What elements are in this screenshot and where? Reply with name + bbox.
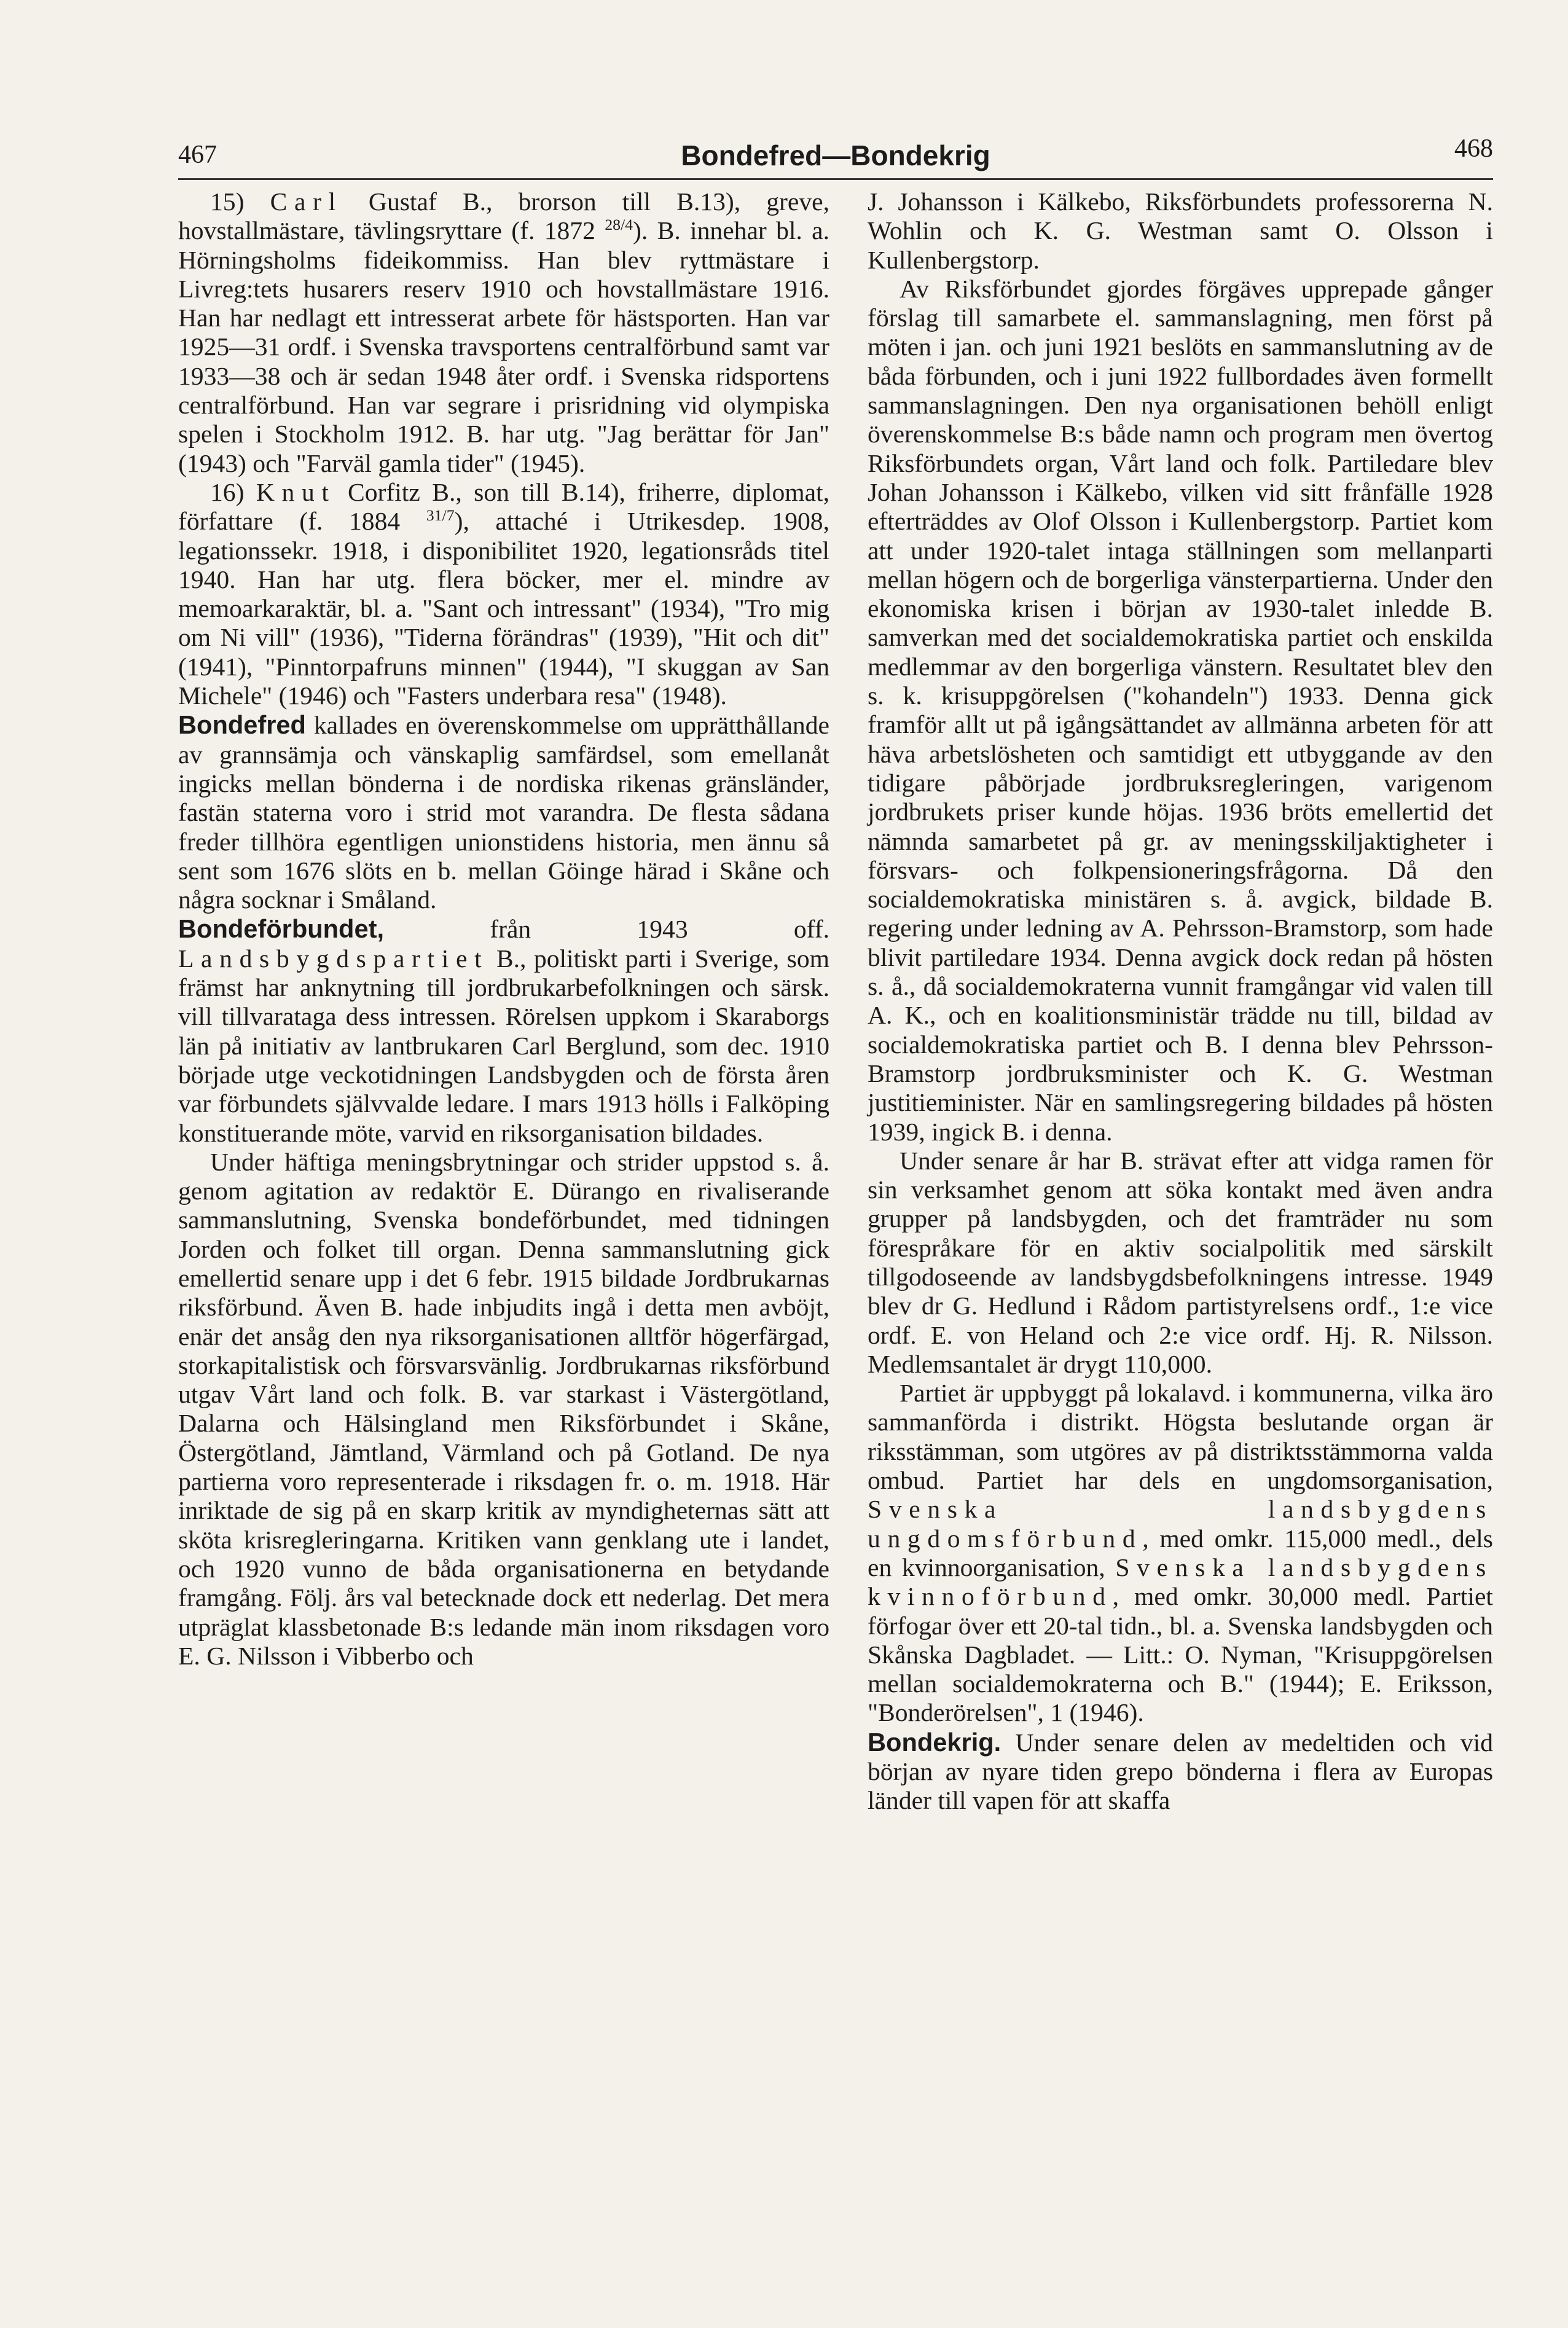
headword-bondeforbundet: Bondeförbundet, (178, 914, 385, 944)
entry-bondeforbundet (178, 914, 829, 1147)
entry-text: B., politiskt parti i Sverige, som främst har anknytning till jordbrukarbefolkningen och särsk. vill tillvarataga dess intressen. Rörelsen uppkom i Skaraborgs län på initiativ av lantbrukaren Carl Berglund, som dec. 1910 började utge veckotidningen Landsbygden och de första åren var förbundets självvalde ledare. I mars 1913 hölls i Falköping konstituerande möte, varvid en riksorganisation bildades. (178, 944, 829, 1147)
entry-carl (178, 187, 829, 478)
entry-bondefred (178, 710, 829, 914)
right-column (868, 187, 1493, 1816)
entry-text: , med omkr. 115,000 medl., dels en kvinnoorganisation, (868, 1524, 1493, 1581)
entry-name: Carl (270, 187, 343, 216)
spaced-name: Svenska landsbygdens ungdomsförbund (868, 1495, 1493, 1553)
headword-bondekrig: Bondekrig. (868, 1727, 1002, 1757)
spaced-name: Landsbygdspartiet (178, 944, 489, 973)
entry-text: kallades en överenskommelse om upprätthållande av grannsämja och vänskaplig samfärdsel, som emellanåt ingicks mellan bönderna i de nordiska rikenas gränsländer, fastän staterna voro i strid mot varandra. De flesta sådana freder tillhöra egentligen unionstidens historia, men ännu så sent som 1676 slöts en b. mellan Göinge härad i Skåne och några socknar i Småland. (178, 711, 829, 914)
entry-name: Knut (256, 477, 336, 506)
entry-knut (178, 478, 829, 710)
entry-text: ), attaché i Utrikesdep. 1908, legationssekr. 1918, i disponibilitet 1920, legationsråds titel 1940. Han har utg. flera böcker, mer el. mindre av memoarkaraktär, bl. a. "Sant och intressant" (1934), "Tro mig om Ni vill" (1936), "Tiderna förändras" (1939), "Hit och dit" (1941), "Pinntorpafruns minnen" (1944), "I skuggan av San Michele" (1946) och "Fasters underbara resa" (1948). (178, 507, 829, 710)
header-rule (178, 178, 1493, 180)
entry-text: från 1943 off. (384, 915, 829, 944)
date-sup: 28/4 (605, 216, 633, 234)
paragraph-riksforbundet: Av Riksförbundet gjordes förgäves upprepade gånger förslag till samarbete el. sammanslagning, men först på möten i jan. och juni 1921 beslöts en sammanslutning av de båda förbunden, och i juni 1922 fullbordades även formellt sammanslagningen. Den nya organisationen behöll enligt överenskommelse B:s både namn och program men övertog Riksförbundets organ, Vårt land och folk. Partiledare blev Johan Johansson i Kälkebo, vilken vid sitt frånfälle 1928 efterträddes av Olof Olsson i Kullenbergstorp. Partiet kom att under 1920-talet intaga ställningen som mellanparti mellan högern och de borgerliga vänsterpartierna. Under den ekonomiska krisen i början av 1930-talet inledde B. samverkan med det socialdemokratiska partiet och enskilda medlemmar av den borgerliga vänstern. Resultatet blev den s. k. krisuppgörelsen ("kohandeln") 1933. Denna gick framför allt ut på igångsättandet av allmänna arbeten för att häva arbetslösheten och samtidigt ett utbyggande av den tidigare påbörjade jordbruksregleringen, varigenom jordbrukets priser kunde höjas. 1936 bröts emellertid det nämnda samarbetet på gr. av meningsskiljaktigheter i försvars- och folkpensioneringsfrågorna. Då den socialdemokratiska ministären s. å. avgick, bildade B. regering under ledning av A. Pehrsson-Bramstorp, som hade blivit partiledare 1934. Denna avgick dock redan på hösten s. å., då socialdemokraterna vunnit framgångar vid valen till A. K., och en koalitionsministär trädde nu till, bildad av socialdemokratiska partiet och B. I denna blev Pehrsson-Bramstorp jordbruksminister och K. G. Westman justitieminister. När en samlingsregering bildades på hösten 1939, ingick B. i denna. (868, 274, 1493, 1146)
paragraph-partiet (868, 1379, 1493, 1728)
paragraph-continued: J. Johansson i Kälkebo, Riksförbundets professorerna N. Wohlin och K. G. Westman samt O. Olsson i Kullenbergstorp. (868, 187, 1493, 274)
entry-text: Under senare delen av medeltiden och vid början av nyare tiden grepo bönderna i flera av Europas länder till vapen för att skaffa (868, 1728, 1493, 1815)
entry-number: 16) (210, 477, 256, 506)
paragraph-under: Under häftiga meningsbrytningar och strider uppstod s. å. genom agitation av redaktör E. Dürango en rivaliserande sammanslutning, Svenska bondeförbundet, med tidningen Jorden och folket till organ. Denna sammanslutning gick emellertid senare upp i det 6 febr. 1915 bildade Jordbrukarnas riksförbund. Även B. hade inbjudits ingå i detta men avböjt, enär det ansåg den nya riksorganisationen alltför högerfärgad, storkapitalistisk och försvarsvänlig. Jordbrukarnas riksförbund utgav Vårt land och folk. B. var starkast i Västergötland, Dalarna och Hälsingland men Riksförbundet i Skåne, Östergötland, Jämtland, Värmland och på Gotland. De nya partierna voro representerade i riksdagen fr. o. m. 1918. Här inriktade de sig på en skarp kritik av myndigheternas sätt att sköta krisregleringarna. Kritiken vann genklang ute i landet, och 1920 vunno de båda organisationerna en betydande framgång. Följ. års val betecknade dock ett nederlag. Det mera utpräglat klassbetonade B:s ledande män inom riksdagen voro E. G. Nilsson i Vibberbo och (178, 1147, 829, 1670)
page-number-right: 468 (1454, 135, 1493, 163)
date-sup: 31/7 (426, 506, 455, 525)
entry-text: , med omkr. 30,000 medl. Partiet förfogar över ett 20-tal tidn., bl. a. Svenska landsbygden och Skånska Dagbladet. — Litt.: O. Nyman, "Krisuppgörelsen mellan socialdemokraterna och B." (1944); E. Eriksson, "Bonderörelsen", 1 (1946). (868, 1582, 1493, 1727)
entry-number: 15) (210, 187, 270, 216)
spaced-name: Svenska landsbygdens kvinnoförbund (868, 1553, 1494, 1611)
page-number-left: 467 (178, 141, 217, 169)
entry-text: Corfitz B., son till B.14), friherre, diplomat, författare (f. 1884 (178, 477, 830, 536)
entry-text: ). B. innehar bl. a. Hörningsholms fideikommiss. Han blev ryttmästare i Livreg:tets husarers reserv 1910 och hovstallmästare 1916. Han har nedlagt ett intresserat arbete för hästsporten. Han var 1925—31 ordf. i Svenska travsportens centralförbund samt var 1933—38 och är sedan 1948 åter ordf. i Svenska ridsportens centralförbund. Han var segrare i prisridning vid olympiska spelen i Stockholm 1912. B. har utg. "Jag berättar för Jan" (1943) och "Farväl gamla tider" (1945). (178, 216, 829, 477)
entry-text: Gustaf B., brorson till B.13), greve, hovstallmästare, tävlingsryttare (f. 1872 (178, 187, 830, 245)
entry-bondekrig (868, 1728, 1493, 1816)
entry-text: Partiet är uppbyggt på lokalavd. i kommunerna, vilka äro sammanförda i distrikt. Högsta beslutande organ är riksstämman, som utgöres av på distriktsstämmorna valda ombud. Partiet har dels en ungdomsorganisation, (868, 1379, 1493, 1495)
paragraph-senare: Under senare år har B. strävat efter att vidga ramen för sin verksamhet genom att söka kontakt med även andra grupper på landsbygden, och det framträder nu som förespråkare för en aktiv socialpolitik med särskilt tillgodoseende av landsbygdsbefolkningens intresse. 1949 blev dr G. Hedlund i Rådom partistyrelsens ordf., 1:e vice ordf. E. von Heland och 2:e vice ordf. Hj. R. Nilsson. Medlemsantalet är drygt 110,000. (868, 1146, 1493, 1378)
headword-bondefred: Bondefred (178, 710, 306, 740)
left-column (178, 187, 829, 1671)
page-header (178, 134, 1493, 177)
running-title: Bondefred—Bondekrig (681, 139, 990, 171)
